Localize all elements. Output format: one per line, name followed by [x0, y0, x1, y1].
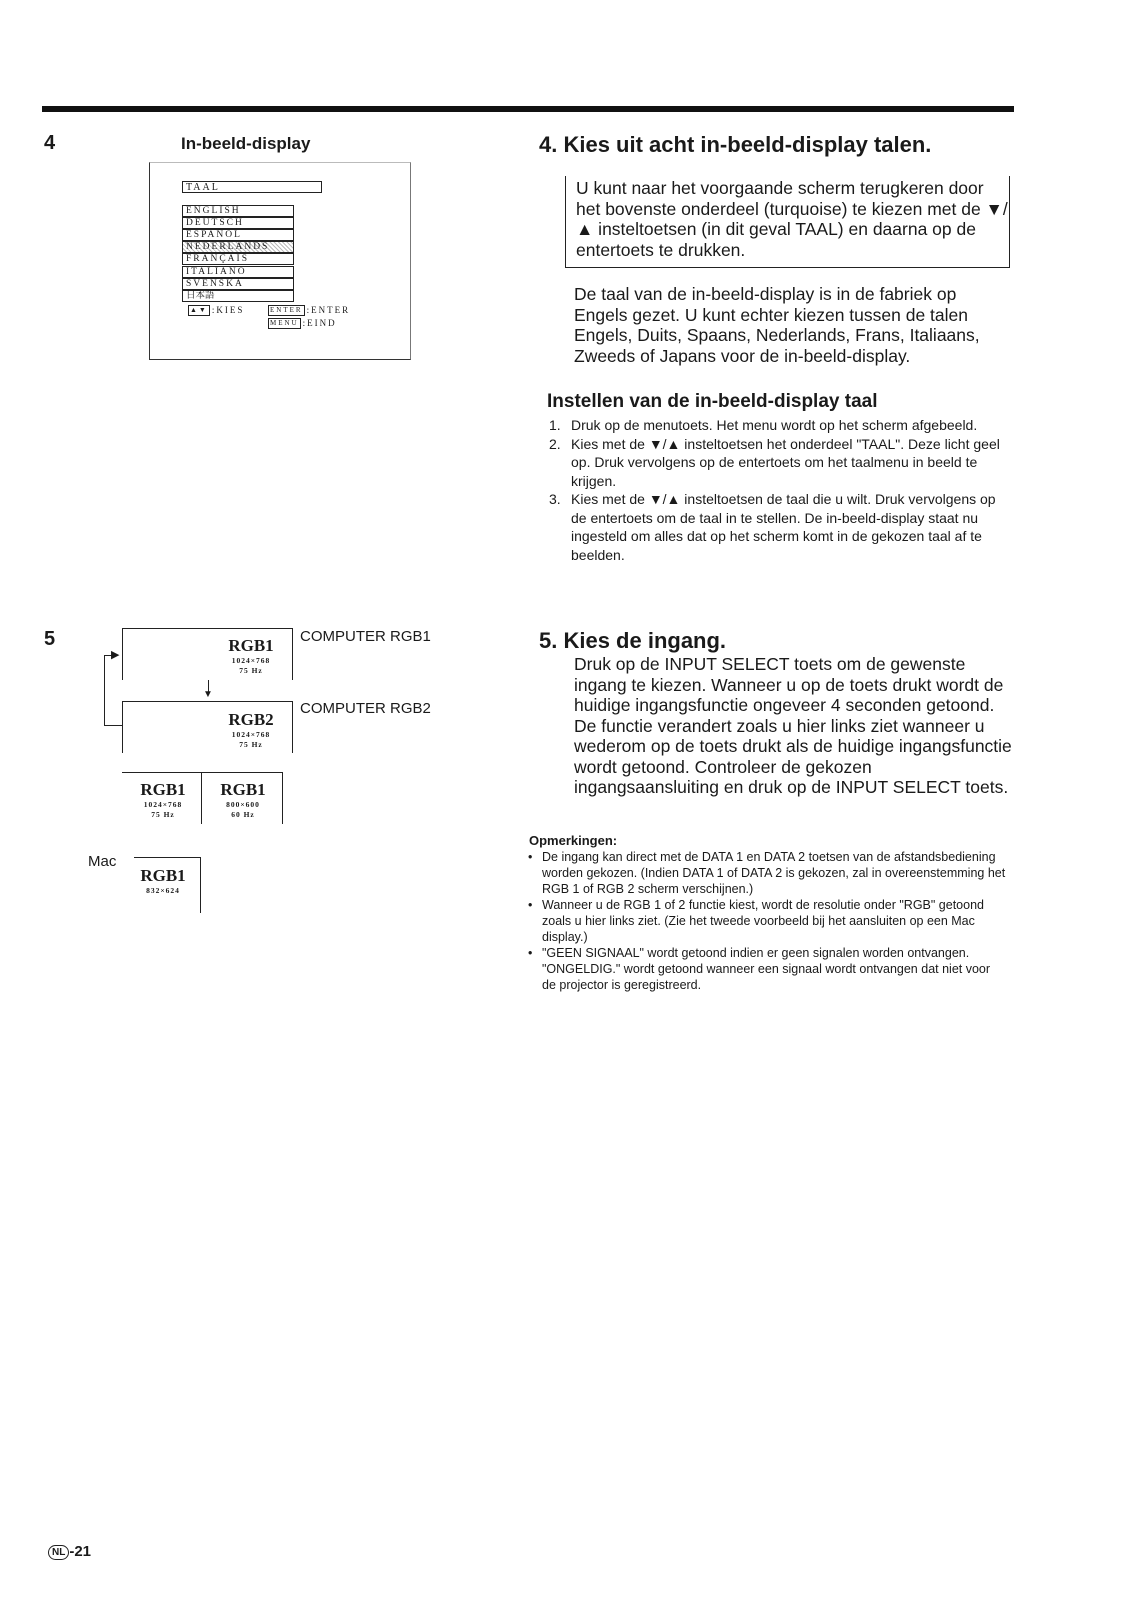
language-option-japanese: 日本語 — [182, 290, 294, 302]
rgb-box-mac: RGB1 832×624 — [140, 866, 186, 895]
box1-left-line — [122, 628, 123, 680]
box4-right-line — [282, 772, 283, 824]
page-footer — [48, 1543, 91, 1560]
menu-footer-move: ▲▼ :KIES — [190, 305, 245, 315]
arrow-right-icon: ▶ — [111, 649, 120, 661]
arrow-down-icon: ▼ — [203, 689, 213, 700]
step-item: 2. Kies met de ▼/▲ insteltoetsen het onderdeel "TAAL". Deze licht geel op. Druk vervolgens op de entertoets om het taalmenu in beeld te krijgen. — [549, 435, 1000, 489]
label-computer-rgb1: COMPUTER RGB1 — [300, 628, 431, 645]
box2-top-line — [122, 701, 292, 702]
rgb-box-4: RGB1 800×600 60 Hz — [220, 780, 266, 819]
language-option-francais: FRANÇAIS — [182, 253, 294, 265]
rgb-box-1: RGB1 1024×768 75 Hz — [228, 636, 274, 675]
page-number: -21 — [69, 1543, 92, 1560]
menu-footer-enter: ENTER :ENTER — [270, 305, 351, 315]
section-number-4: 4 — [44, 132, 56, 154]
info-box-text: U kunt naar het voorgaande scherm terugkeren door het bovenste onderdeel (turquoise) te kiezen met de ▼/▲ insteltoetsen (in dit geval TAAL) en daarna op de entertoets te drukken. — [576, 178, 1008, 260]
box1-right-line — [292, 628, 293, 680]
language-option-italiano: ITALIANO — [182, 266, 294, 278]
loop-vertical-line — [104, 655, 105, 725]
section5-body: Druk op de INPUT SELECT toets om de gewenste ingang te kiezen. Wanneer u op de toets drukt wordt de huidige ingangsfunctie ongeveer 4 seconden getoond. De functie verandert zoals u hier links ziet wanneer u wederom op de toets drukt als de huidige ingangsfunctie wordt getoond. Controleer de gekozen ingangsaansluiting en druk op de INPUT SELECT toets. — [574, 654, 1012, 797]
box5-top-line — [134, 857, 200, 858]
notes-list — [526, 849, 1006, 993]
loop-bottom-line — [104, 725, 122, 726]
step-item: 3. Kies met de ▼/▲ insteltoetsen de taal die u wilt. Druk vervolgens op de entertoets om de taal in te stellen. De in-beeld-display staat nu ingesteld om alles dat op het scherm komt in de gekozen taal af te beelden. — [549, 491, 996, 563]
language-option-svenska: SVENSKA — [182, 278, 294, 290]
box2-right-line — [292, 701, 293, 753]
box5-right-line — [200, 857, 201, 913]
section4-intro: De taal van de in-beeld-display is in de fabriek op Engels gezet. U kunt echter kiezen tussen de talen Engels, Duits, Spaans, Nederlands, Frans, Italiaans, Zweeds of Japans voor de in-beeld-display. — [574, 284, 980, 366]
note-item: • "GEEN SIGNAAL" wordt getoond indien er geen signalen worden ontvangen. "ONGELDIG." wordt getoond wanneer een signaal wordt ontvangen dat niet voor de projector is geregistreerd. — [526, 945, 1006, 993]
notes-title: Opmerkingen: — [529, 833, 618, 848]
section-number-5: 5 — [44, 628, 56, 650]
mac-label: Mac — [88, 853, 117, 870]
box3-top-line — [122, 772, 282, 773]
box3-right-line — [201, 772, 202, 824]
note-item: • De ingang kan direct met de DATA 1 en DATA 2 toetsen van de afstandsbediening worden gekozen. (Indien DATA 1 of DATA 2 is gekozen, zal in overeenstemming het RGB 1 of RGB 2 scherm verschijnen.) — [526, 849, 1006, 897]
updown-key-icon: ▲▼ — [190, 306, 208, 315]
menu-key-icon: MENU — [270, 319, 299, 328]
info-box — [565, 176, 1010, 268]
illustration-title: In-beeld-display — [181, 134, 311, 153]
steps-list — [547, 416, 1002, 564]
label-computer-rgb2: COMPUTER RGB2 — [300, 700, 431, 717]
language-option-deutsch: DEUTSCH — [182, 217, 294, 229]
enter-key-icon: ENTER — [270, 306, 303, 315]
language-option-nederlands: NEDERLANDS — [182, 241, 294, 253]
language-option-espanol: ESPAÑOL — [182, 229, 294, 241]
section4-subheading: Instellen van de in-beeld-display taal — [547, 391, 878, 412]
menu-title-bar: TAAL — [182, 181, 322, 193]
rgb-box-3: RGB1 1024×768 75 Hz — [140, 780, 186, 819]
language-badge: NL — [48, 1545, 69, 1560]
rgb-box-2: RGB2 1024×768 75 Hz — [228, 710, 274, 749]
note-item: • Wanneer u de RGB 1 of 2 functie kiest, wordt de resolutie onder "RGB" getoond zoals u hier links ziet. (Zie het tweede voorbeeld bij het aansluiten op een Mac display.) — [526, 897, 1006, 945]
section4-heading: 4. Kies uit acht in-beeld-display talen. — [539, 132, 932, 157]
step-item: 1. Druk op de menutoets. Het menu wordt op het scherm afgebeeld. — [549, 417, 978, 433]
top-rule — [42, 106, 1014, 112]
language-option-english: ENGLISH — [182, 205, 294, 217]
section5-heading: 5. Kies de ingang. — [539, 628, 727, 653]
menu-footer-end: MENU :EIND — [270, 318, 337, 328]
box2-left-line — [122, 701, 123, 753]
box1-top-line — [122, 628, 292, 629]
